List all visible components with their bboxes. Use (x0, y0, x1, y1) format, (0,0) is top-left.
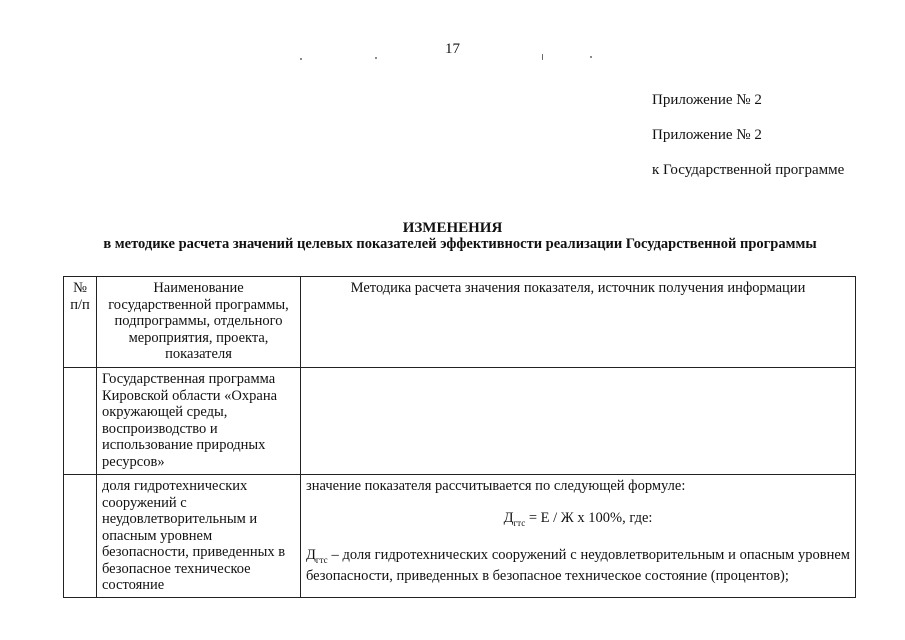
formula-subscript: гтс (513, 517, 526, 528)
method-intro: значение показателя рассчитывается по следующей формуле: (306, 478, 686, 494)
row-method (301, 475, 856, 598)
header-name: Наименование государственной программы, подпрограммы, отдельного мероприятия, проекта, показателя (97, 277, 301, 368)
definition-subscript: гтс (315, 554, 328, 565)
formula-symbol: Д (503, 509, 514, 526)
table-header-row (64, 277, 856, 368)
definition-text: – доля гидротехнических сооружений с неудовлетворительным и опасным уровнем безопасности, приведенных в безопасное техническое состояние (процентов); (306, 546, 850, 585)
row-number (64, 475, 97, 598)
row-number (64, 368, 97, 475)
table-row (64, 368, 856, 475)
header-number: № п/п (64, 277, 97, 368)
variable-definition (306, 547, 850, 585)
appendix-line-2: Приложение № 2 (652, 127, 762, 143)
row-method (301, 368, 856, 475)
appendix-line-1: Приложение № 2 (652, 92, 762, 108)
formula-expression: = Е / Ж х 100%, где: (525, 509, 653, 526)
definition-symbol: Д (306, 546, 316, 563)
changes-table (63, 276, 856, 598)
document-title: ИЗМЕНЕНИЯ (402, 220, 503, 236)
row-name: доля гидротехнических сооружений с неудовлетворительным и опасным уровнем безопасности, приведенных в безопасное техническое состояние (97, 475, 301, 598)
table-row (64, 475, 856, 598)
document-subtitle: в методике расчета значений целевых показателей эффективности реализации Государственной программы (103, 236, 817, 252)
row-name: Государственная программа Кировской области «Охрана окружающей среды, воспроизводство и использование природных ресурсов» (97, 368, 301, 475)
appendix-line-3: к Государственной программе (652, 162, 845, 178)
page-number: 17 (445, 41, 460, 57)
header-method: Методика расчета значения показателя, источник получения информации (301, 277, 856, 368)
formula (306, 510, 850, 531)
